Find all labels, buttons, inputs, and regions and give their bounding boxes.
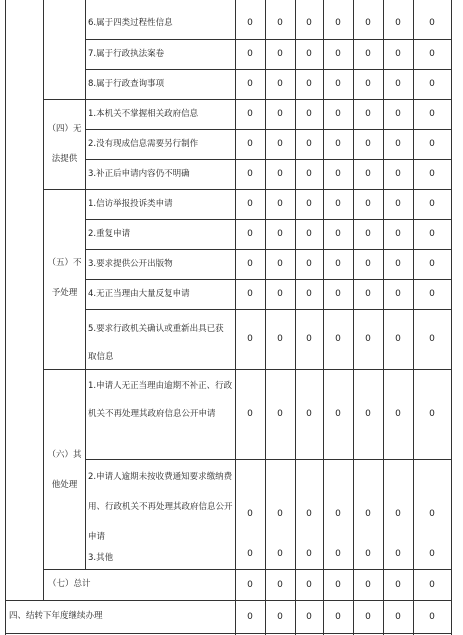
value-cell: 0 (247, 199, 253, 209)
row-label: 6.属于四类过程性信息 (88, 18, 173, 28)
value-cell: 0 (365, 334, 371, 344)
value-cell: 0 (429, 509, 435, 519)
value-cell: 0 (247, 409, 253, 419)
value-cell: 0 (277, 109, 283, 119)
value-cell: 0 (306, 334, 312, 344)
value-cell: 0 (365, 229, 371, 239)
value-cell: 0 (395, 509, 401, 519)
value-cell: 0 (365, 509, 371, 519)
value-cell: 0 (365, 169, 371, 179)
value-cell: 0 (395, 109, 401, 119)
value-cell: 0 (429, 334, 435, 344)
value-cell: 0 (395, 580, 401, 590)
value-cell: 0 (277, 169, 283, 179)
value-cell: 0 (429, 18, 435, 28)
value-cell: 0 (335, 18, 341, 28)
value-cell: 0 (247, 79, 253, 89)
value-cell: 0 (277, 49, 283, 59)
category-four-label (44, 114, 85, 174)
value-cell: 0 (306, 549, 312, 559)
row-label: 1.本机关不掌握相关政府信息 (88, 109, 199, 119)
row-label: 7.属于行政执法案卷 (88, 49, 165, 59)
value-cell: 0 (335, 289, 341, 299)
value-cell: 0 (395, 612, 401, 622)
value-cell: 0 (335, 259, 341, 269)
value-cell: 0 (429, 79, 435, 89)
row-label: 5.要求行政机关确认或重新出具已获取信息 (88, 324, 224, 362)
value-cell: 0 (395, 49, 401, 59)
value-cell: 0 (365, 549, 371, 559)
value-cell: 0 (429, 409, 435, 419)
value-cell: 0 (395, 139, 401, 149)
value-cell: 0 (247, 229, 253, 239)
value-cell: 0 (395, 289, 401, 299)
value-cell: 0 (365, 259, 371, 269)
value-cell: 0 (277, 229, 283, 239)
value-cell: 0 (247, 49, 253, 59)
value-cell: 0 (247, 549, 253, 559)
category-seven-label: （七）总计 (48, 579, 91, 589)
value-cell: 0 (365, 139, 371, 149)
value-cell: 0 (277, 549, 283, 559)
value-cell: 0 (306, 289, 312, 299)
value-cell: 0 (395, 334, 401, 344)
value-cell: 0 (335, 509, 341, 519)
value-cell: 0 (395, 79, 401, 89)
row-label: 3.要求提供公开出版物 (88, 259, 173, 269)
category-four-line2: 法提供 (51, 154, 78, 164)
value-cell: 0 (365, 49, 371, 59)
value-cell: 0 (365, 409, 371, 419)
row-label: 3.补正后申请内容仍不明确 (88, 169, 190, 179)
value-cell: 0 (306, 169, 312, 179)
value-cell: 0 (429, 139, 435, 149)
value-cell: 0 (395, 549, 401, 559)
value-cell: 0 (429, 199, 435, 209)
value-cell: 0 (247, 169, 253, 179)
value-cell: 0 (365, 612, 371, 622)
row-label: 4.无正当理由大量反复申请 (88, 289, 190, 299)
row-label: 1.申请人无正当理由逾期不补正、行政机关不再处理其政府信息公开申请 (88, 381, 233, 419)
value-cell: 0 (335, 612, 341, 622)
value-cell: 0 (277, 509, 283, 519)
value-cell: 0 (429, 580, 435, 590)
value-cell: 0 (277, 79, 283, 89)
row-label: 2.重复申请 (88, 229, 131, 239)
value-cell: 0 (365, 580, 371, 590)
value-cell: 0 (247, 139, 253, 149)
value-cell: 0 (306, 49, 312, 59)
value-cell: 0 (306, 509, 312, 519)
category-five-label (44, 248, 85, 308)
category-six-line1: （六）其 (47, 450, 82, 460)
value-cell: 0 (247, 18, 253, 28)
value-cell: 0 (365, 289, 371, 299)
value-cell: 0 (277, 199, 283, 209)
value-cell: 0 (335, 169, 341, 179)
category-five-line1: （五）不 (47, 258, 82, 268)
value-cell: 0 (306, 259, 312, 269)
value-cell: 0 (365, 79, 371, 89)
row-label: 3.其他 (88, 553, 114, 563)
value-cell: 0 (247, 259, 253, 269)
value-cell: 0 (306, 18, 312, 28)
value-cell: 0 (335, 199, 341, 209)
value-cell: 0 (306, 109, 312, 119)
value-cell: 0 (395, 199, 401, 209)
value-cell: 0 (277, 612, 283, 622)
value-cell: 0 (306, 79, 312, 89)
value-cell: 0 (335, 334, 341, 344)
category-four-line1: （四）无 (47, 124, 82, 134)
category-six-label (44, 440, 85, 500)
value-cell: 0 (395, 229, 401, 239)
value-cell: 0 (429, 259, 435, 269)
value-cell: 0 (335, 409, 341, 419)
value-cell: 0 (429, 109, 435, 119)
row-label: 8.属于行政查询事项 (88, 79, 165, 89)
value-cell: 0 (277, 334, 283, 344)
value-cell: 0 (306, 409, 312, 419)
value-cell: 0 (306, 199, 312, 209)
value-cell: 0 (277, 580, 283, 590)
value-cell: 0 (335, 229, 341, 239)
value-cell: 0 (395, 409, 401, 419)
category-six-line2: 他处理 (51, 480, 78, 490)
value-cell: 0 (306, 229, 312, 239)
value-cell: 0 (429, 612, 435, 622)
value-cell: 0 (277, 409, 283, 419)
value-cell: 0 (277, 18, 283, 28)
value-cell: 0 (247, 109, 253, 119)
value-cell: 0 (306, 612, 312, 622)
value-cell: 0 (247, 580, 253, 590)
value-cell: 0 (365, 18, 371, 28)
value-cell: 0 (335, 580, 341, 590)
value-cell: 0 (395, 259, 401, 269)
value-cell: 0 (335, 549, 341, 559)
value-cell: 0 (429, 49, 435, 59)
value-cell: 0 (429, 169, 435, 179)
value-cell: 0 (247, 509, 253, 519)
value-cell: 0 (277, 259, 283, 269)
value-cell: 0 (335, 49, 341, 59)
row-label: 1.信访举报投诉类申请 (88, 199, 173, 209)
value-cell: 0 (306, 139, 312, 149)
row-label: 2.没有现成信息需要另行制作 (88, 139, 199, 149)
value-cell: 0 (429, 289, 435, 299)
value-cell: 0 (395, 169, 401, 179)
value-cell: 0 (247, 289, 253, 299)
value-cell: 0 (335, 139, 341, 149)
value-cell: 0 (306, 580, 312, 590)
value-cell: 0 (277, 289, 283, 299)
value-cell: 0 (335, 79, 341, 89)
value-cell: 0 (247, 334, 253, 344)
value-cell: 0 (429, 229, 435, 239)
row-label: 2.申请人逾期未按收费通知要求缴纳费用、行政机关不再处理其政府信息公开申请 (88, 472, 233, 542)
carryover-label: 四、结转下年度继续办理 (9, 611, 103, 621)
value-cell: 0 (395, 18, 401, 28)
value-cell: 0 (335, 109, 341, 119)
value-cell: 0 (365, 199, 371, 209)
value-cell: 0 (429, 549, 435, 559)
value-cell: 0 (277, 139, 283, 149)
value-cell: 0 (247, 612, 253, 622)
value-cell: 0 (365, 109, 371, 119)
category-five-line2: 予处理 (51, 288, 78, 298)
